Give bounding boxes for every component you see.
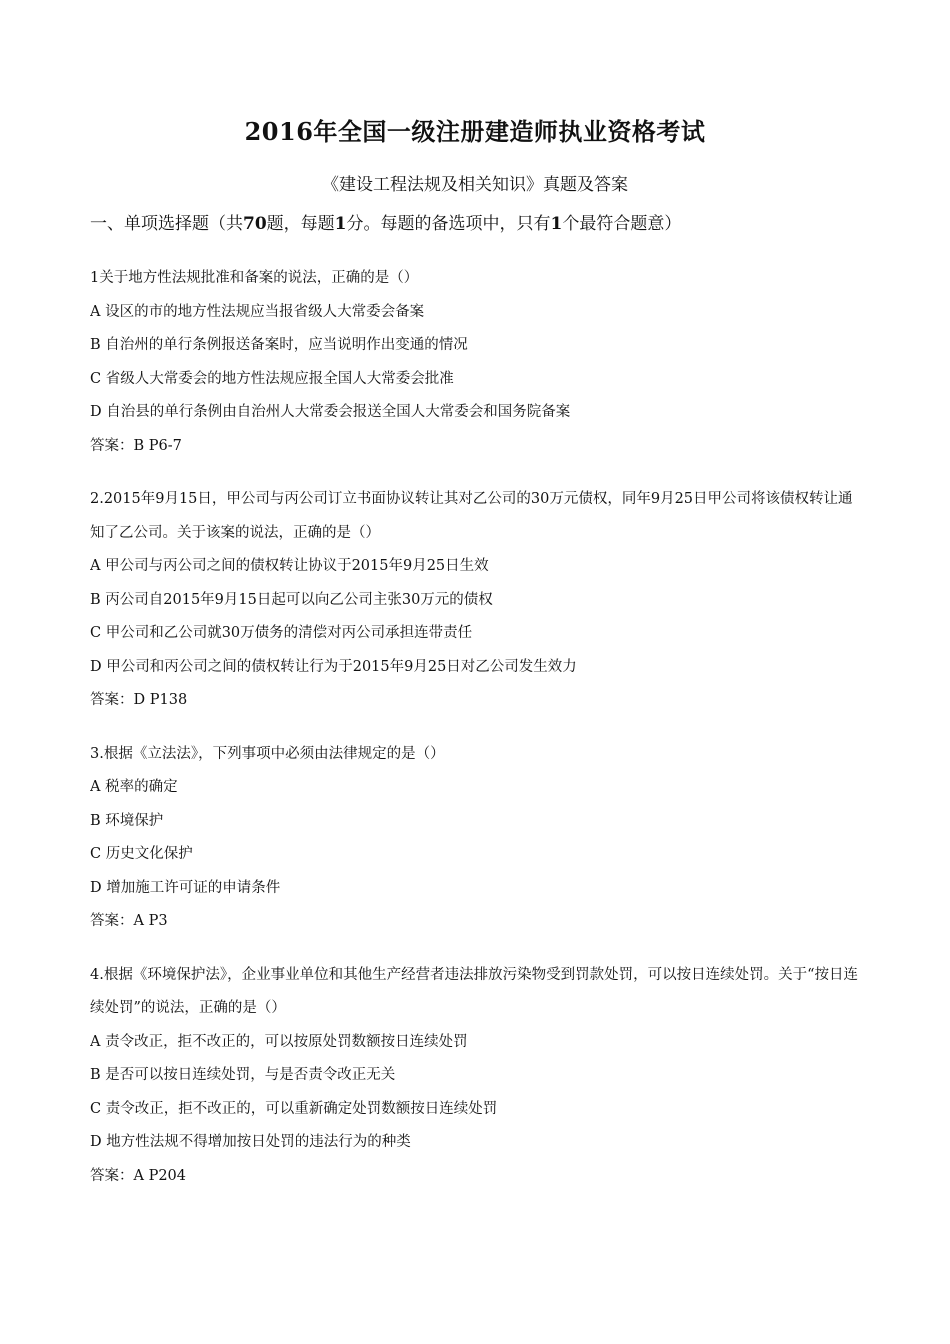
question-3 bbox=[90, 738, 865, 939]
section-mid2: 分。每题的备选项中，只有 bbox=[346, 214, 551, 234]
question-list bbox=[90, 262, 865, 1213]
option-b: B 是否可以按日连续处罚，与是否责令改正无关 bbox=[90, 1067, 396, 1083]
question-stem: 1关于地方性法规批准和备案的说法，正确的是（） bbox=[90, 270, 419, 286]
section-heading bbox=[90, 210, 880, 238]
document-subtitle: 《建设工程法规及相关知识》真题及答案 bbox=[322, 175, 628, 195]
section-prefix: 一、单项选择题（共 bbox=[90, 214, 243, 234]
option-b: B 丙公司自2015年9月15日起可以向乙公司主张30万元的债权 bbox=[90, 591, 493, 608]
option-a: A 税率的确定 bbox=[90, 779, 178, 795]
section-count: 70 bbox=[243, 214, 267, 234]
option-c: C 甲公司和乙公司就30万债务的清偿对丙公司承担连带责任 bbox=[90, 625, 473, 641]
option-c: C 责令改正，拒不改正的，可以重新确定处罚数额按日连续处罚 bbox=[90, 1100, 498, 1117]
question-1 bbox=[90, 262, 865, 463]
option-a: A 责令改正，拒不改正的，可以按原处罚数额按日连续处罚 bbox=[90, 1033, 468, 1050]
option-b: B 自治州的单行条例报送备案时，应当说明作出变通的情况 bbox=[90, 337, 468, 353]
question-stem: 4.根据《环境保护法》，企业事业单位和其他生产经营者违法排放污染物受到罚款处罚，可以按日连续处罚。关于“按日连续处罚”的说法，正确的是（） bbox=[90, 966, 858, 1016]
question-answer: 答案：A P204 bbox=[90, 1167, 187, 1184]
question-stem: 3.根据《立法法》，下列事项中必须由法律规定的是（） bbox=[90, 745, 445, 762]
option-c: C 省级人大常委会的地方性法规应报全国人大常委会批准 bbox=[90, 370, 454, 387]
option-b: B 环境保护 bbox=[90, 812, 164, 829]
question-stem: 2.2015年9月15日，甲公司与丙公司订立书面协议转让其对乙公司的30万元债权，同年9月25日甲公司将该债权转让通知了乙公司。关于该案的说法，正确的是（） bbox=[90, 491, 853, 541]
section-suffix: 个最符合题意） bbox=[562, 214, 682, 234]
document-title: 2016年全国一级注册建造师执业资格考试 bbox=[244, 117, 706, 146]
option-d: D 地方性法规不得增加按日处罚的违法行为的种类 bbox=[90, 1134, 411, 1150]
question-4 bbox=[90, 959, 865, 1194]
section-score: 1 bbox=[334, 214, 347, 234]
option-d: D 增加施工许可证的申请条件 bbox=[90, 879, 281, 896]
option-a: A 甲公司与丙公司之间的债权转让协议于2015年9月25日生效 bbox=[90, 558, 489, 574]
question-2 bbox=[90, 483, 865, 718]
option-c: C 历史文化保护 bbox=[90, 846, 193, 862]
question-answer: 答案：D P138 bbox=[90, 692, 188, 708]
question-answer: 答案：B P6-7 bbox=[90, 437, 182, 454]
question-answer: 答案：A P3 bbox=[90, 913, 168, 929]
option-d: D 甲公司和丙公司之间的债权转让行为于2015年9月25日对乙公司发生效力 bbox=[90, 658, 577, 675]
option-d: D 自治县的单行条例由自治州人大常委会报送全国人大常委会和国务院备案 bbox=[90, 404, 571, 420]
option-a: A 设区的市的地方性法规应当报省级人大常委会备案 bbox=[90, 303, 425, 320]
section-mid1: 题，每题 bbox=[266, 214, 335, 234]
section-one: 1 bbox=[550, 214, 563, 234]
